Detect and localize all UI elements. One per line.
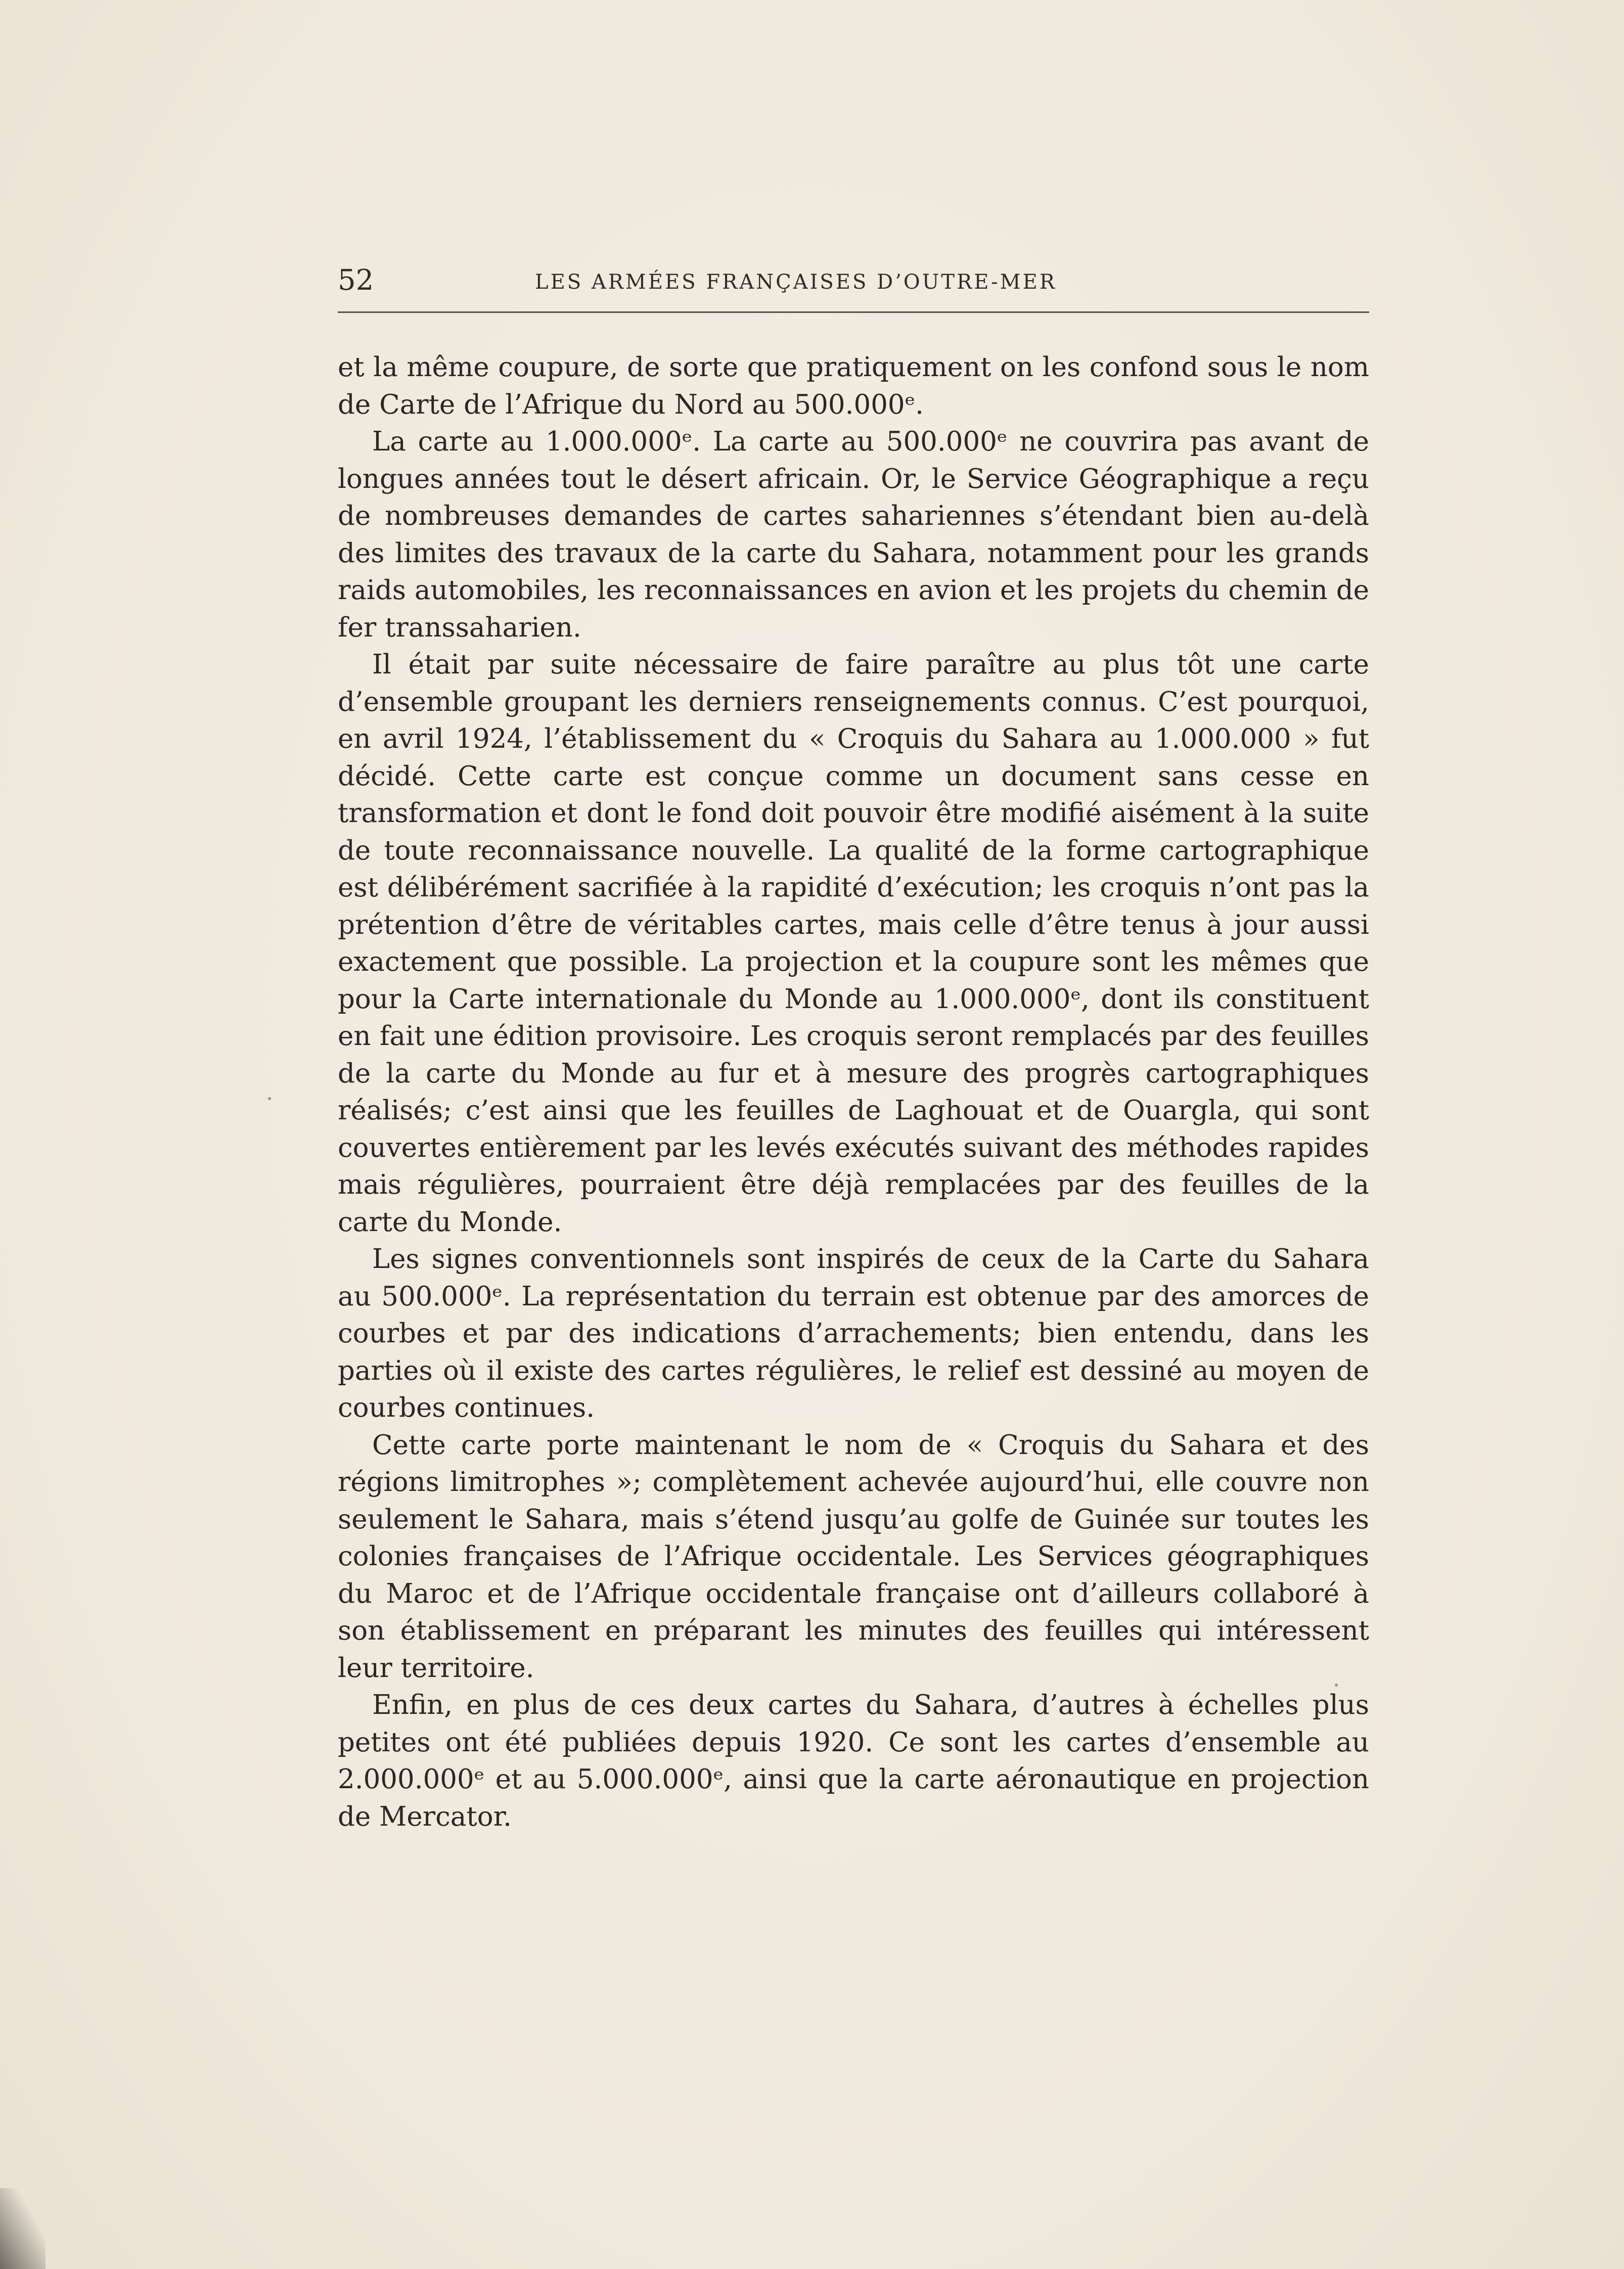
paragraph: et la même coupure, de sorte que pratiquement on les confond sous le nom de Carte de l’Afrique du Nord au 500.000ᵉ. — [338, 352, 1369, 420]
paragraph: Il était par suite nécessaire de faire paraître au plus tôt une carte d’ensemble groupant les derniers renseignements connus. C’est pourquoi, en avril 1924, l’établissement du « Croquis du Sahara au 1.000.000 » fut décidé. Cette carte est conçue comme un document sans cesse en transformation et dont le fond doit pouvoir être modifié aisément à la suite de toute reconnaissance nouvelle. La qualité de la forme cartographique est délibérément sacrifiée à la rapidité d’exécution; les croquis n’ont pas la prétention d’être de véritables cartes, mais celle d’être tenus à jour aussi exactement que possible. La projection et la coupure sont les mêmes que pour la Carte internationale du Monde au 1.000.000ᵉ, dont ils constituent en fait une édition provisoire. Les croquis seront remplacés par des feuilles de la carte du Monde au fur et à mesure des progrès cartographiques réalisés; c’est ainsi que les feuilles de Laghouat et de Ouargla, qui sont couvertes entièrement par les levés exécutés suivant des méthodes rapides mais régulières, pourraient être déjà remplacées par des feuilles de la carte du Monde. — [338, 649, 1369, 1238]
paragraph: La carte au 1.000.000ᵉ. La carte au 500.000ᵉ ne couvrira pas avant de longues années tout le désert africain. Or, le Service Géographique a reçu de nombreuses demandes de cartes sahariennes s’étendant bien au-delà des limites des travaux de la carte du Sahara, notamment pour les grands raids automobiles, les reconnaissances en avion et les projets du chemin de fer transsaharien. — [338, 426, 1369, 643]
running-title: LES ARMÉES FRANÇAISES D’OUTRE-MER — [535, 270, 1057, 294]
paper-speck — [268, 1097, 271, 1100]
body-text — [338, 349, 1369, 1835]
page-header — [338, 263, 1369, 298]
header-rule — [338, 311, 1369, 313]
paragraph: Cette carte porte maintenant le nom de « Croquis du Sahara et des régions limitrophes »; complètement achevée aujourd’hui, elle couvre non seulement le Sahara, mais s’étend jusqu’au golfe de Guinée sur toutes les colonies françaises de l’Afrique occidentale. Les Services géographiques du Maroc et de l’Afrique occidentale française ont d’ailleurs collaboré à son établissement en préparant les minutes des feuilles qui intéressent leur territoire. — [338, 1429, 1369, 1684]
page-number: 52 — [338, 264, 374, 297]
paragraph: Enfin, en plus de ces deux cartes du Sahara, d’autres à échelles plus petites ont été publiées depuis 1920. Ce sont les cartes d’ensemble au 2.000.000ᵉ et au 5.000.000ᵉ, ainsi que la carte aéronautique en projection de Mercator. — [338, 1690, 1369, 1832]
paragraph: Les signes conventionnels sont inspirés de ceux de la Carte du Sahara au 500.000ᵉ. La représentation du terrain est obtenue par des amorces de courbes et par des indications d’arrachements; bien entendu, dans les parties où il existe des cartes régulières, le relief est dessiné au moyen de courbes continues. — [338, 1244, 1369, 1423]
scan-corner-shadow — [0, 2188, 46, 2269]
paper-speck — [1335, 1684, 1338, 1687]
